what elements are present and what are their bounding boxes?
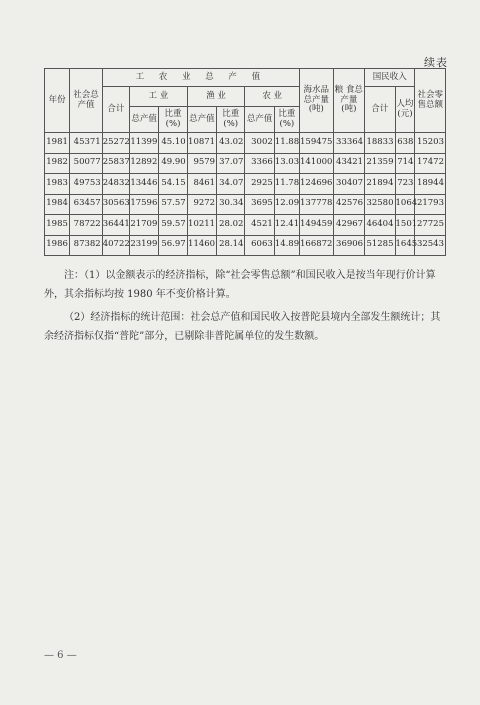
- cell: 15203: [415, 133, 446, 154]
- cell-year: 1982: [45, 153, 70, 174]
- cell: 6063: [245, 235, 274, 256]
- cell-year: 1981: [45, 133, 70, 154]
- table-row: [45, 215, 446, 236]
- continued-label: 续表: [424, 56, 448, 69]
- header-industry-proportion: 比重(%): [159, 107, 187, 133]
- cell: 638: [395, 133, 415, 154]
- cell: 87382: [70, 235, 103, 256]
- cell: 40722: [102, 235, 129, 256]
- cell: 9579: [187, 153, 216, 174]
- cell: 9272: [187, 194, 216, 215]
- cell: 25837: [102, 153, 129, 174]
- cell: 78722: [70, 215, 103, 236]
- cell: 27725: [415, 215, 446, 236]
- header-agriculture-output: 总产值: [245, 107, 274, 133]
- cell: 18833: [365, 133, 395, 154]
- header-fishery-proportion: 比重(%): [217, 107, 245, 133]
- cell: 13446: [130, 174, 159, 195]
- cell: 32580: [365, 194, 395, 215]
- cell: 14.89: [274, 235, 299, 256]
- header-fishery-output: 总产值: [187, 107, 216, 133]
- cell: 12.09: [274, 194, 299, 215]
- cell: 42576: [333, 194, 364, 215]
- economic-statistics-table: [44, 68, 446, 256]
- header-retail-total: 社会零售总额: [415, 69, 446, 133]
- cell: 21709: [130, 215, 159, 236]
- cell: 1645: [395, 235, 415, 256]
- cell: 49.90: [159, 153, 187, 174]
- cell: 149459: [300, 215, 334, 236]
- cell-year: 1983: [45, 174, 70, 195]
- table-body: [45, 133, 446, 256]
- header-agriculture-proportion: 比重(%): [274, 107, 299, 133]
- cell: 11460: [187, 235, 216, 256]
- cell: 4521: [245, 215, 274, 236]
- cell: 32543: [415, 235, 446, 256]
- header-per-capita: 人均(元): [395, 87, 415, 133]
- header-year: 年份: [45, 69, 70, 133]
- cell-year: 1986: [45, 235, 70, 256]
- cell: 43.02: [217, 133, 245, 154]
- cell: 21793: [415, 194, 446, 215]
- header-industry: 工 业: [130, 87, 188, 107]
- header-national-income-group: 国民收入: [365, 69, 415, 87]
- header-fishery: 渔 业: [187, 87, 245, 107]
- cell: 59.57: [159, 215, 187, 236]
- cell: 45.10: [159, 133, 187, 154]
- cell: 28.02: [217, 215, 245, 236]
- cell: 11.78: [274, 174, 299, 195]
- cell: 54.15: [159, 174, 187, 195]
- cell: 21894: [365, 174, 395, 195]
- cell: 33364: [333, 133, 364, 154]
- cell: 56.97: [159, 235, 187, 256]
- cell: 8461: [187, 174, 216, 195]
- cell: 21359: [365, 153, 395, 174]
- header-agri-industry-group: 工 农 业 总 产 值: [102, 69, 299, 87]
- cell: 42967: [333, 215, 364, 236]
- cell: 13.03: [274, 153, 299, 174]
- cell: 1501: [395, 215, 415, 236]
- cell: 50077: [70, 153, 103, 174]
- cell: 30.34: [217, 194, 245, 215]
- cell: 34.07: [217, 174, 245, 195]
- cell: 3695: [245, 194, 274, 215]
- cell: 25272: [102, 133, 129, 154]
- cell: 36906: [333, 235, 364, 256]
- cell: 37.07: [217, 153, 245, 174]
- cell-year: 1985: [45, 215, 70, 236]
- cell: 49753: [70, 174, 103, 195]
- cell: 1064: [395, 194, 415, 215]
- header-subtotal: 合计: [102, 87, 129, 133]
- cell: 46404: [365, 215, 395, 236]
- table-row: [45, 174, 446, 195]
- cell: 10211: [187, 215, 216, 236]
- note-2: （2）经济指标的统计范围：社会总产值和国民收入按普陀县境内全部发生额统计；其余经济指标仅指“普陀”部分，已剔除非普陀属单位的发生数额。: [44, 312, 441, 342]
- footnotes: [44, 266, 446, 350]
- cell: 12.41: [274, 215, 299, 236]
- cell: 30407: [333, 174, 364, 195]
- cell: 17596: [130, 194, 159, 215]
- header-agriculture: 农 业: [245, 87, 300, 107]
- cell: 36441: [102, 215, 129, 236]
- cell: 124696: [300, 174, 334, 195]
- cell: 723: [395, 174, 415, 195]
- cell: 24832: [102, 174, 129, 195]
- cell: 43421: [333, 153, 364, 174]
- note-1: 注：（1）以金额表示的经济指标，除“社会零售总额”和国民收入是按当年现行价计算外，其余指标均按 1980 年不变价格计算。: [44, 270, 436, 300]
- cell: 18944: [415, 174, 446, 195]
- header-ni-total: 合计: [365, 87, 395, 133]
- cell-year: 1984: [45, 194, 70, 215]
- cell: 17472: [415, 153, 446, 174]
- cell: 12892: [130, 153, 159, 174]
- cell: 3366: [245, 153, 274, 174]
- cell: 30563: [102, 194, 129, 215]
- cell: 714: [395, 153, 415, 174]
- page-number: — 6 —: [44, 650, 77, 661]
- cell: 10871: [187, 133, 216, 154]
- cell: 45371: [70, 133, 103, 154]
- cell: 141000: [300, 153, 334, 174]
- cell: 166872: [300, 235, 334, 256]
- table-row: [45, 153, 446, 174]
- cell: 23199: [130, 235, 159, 256]
- cell: 51285: [365, 235, 395, 256]
- cell: 137778: [300, 194, 334, 215]
- cell: 11.88: [274, 133, 299, 154]
- header-industry-output: 总产值: [130, 107, 159, 133]
- table-row: [45, 194, 446, 215]
- cell: 159475: [300, 133, 334, 154]
- cell: 11399: [130, 133, 159, 154]
- cell: 3002: [245, 133, 274, 154]
- cell: 2925: [245, 174, 274, 195]
- cell: 57.57: [159, 194, 187, 215]
- table-row: [45, 133, 446, 154]
- header-seafood: 海水品总产量(吨): [300, 69, 334, 133]
- header-society-total: 社会总产值: [70, 69, 103, 133]
- header-grain: 粮 食总产量(吨): [333, 69, 364, 133]
- cell: 28.14: [217, 235, 245, 256]
- table-row: [45, 235, 446, 256]
- cell: 63457: [70, 194, 103, 215]
